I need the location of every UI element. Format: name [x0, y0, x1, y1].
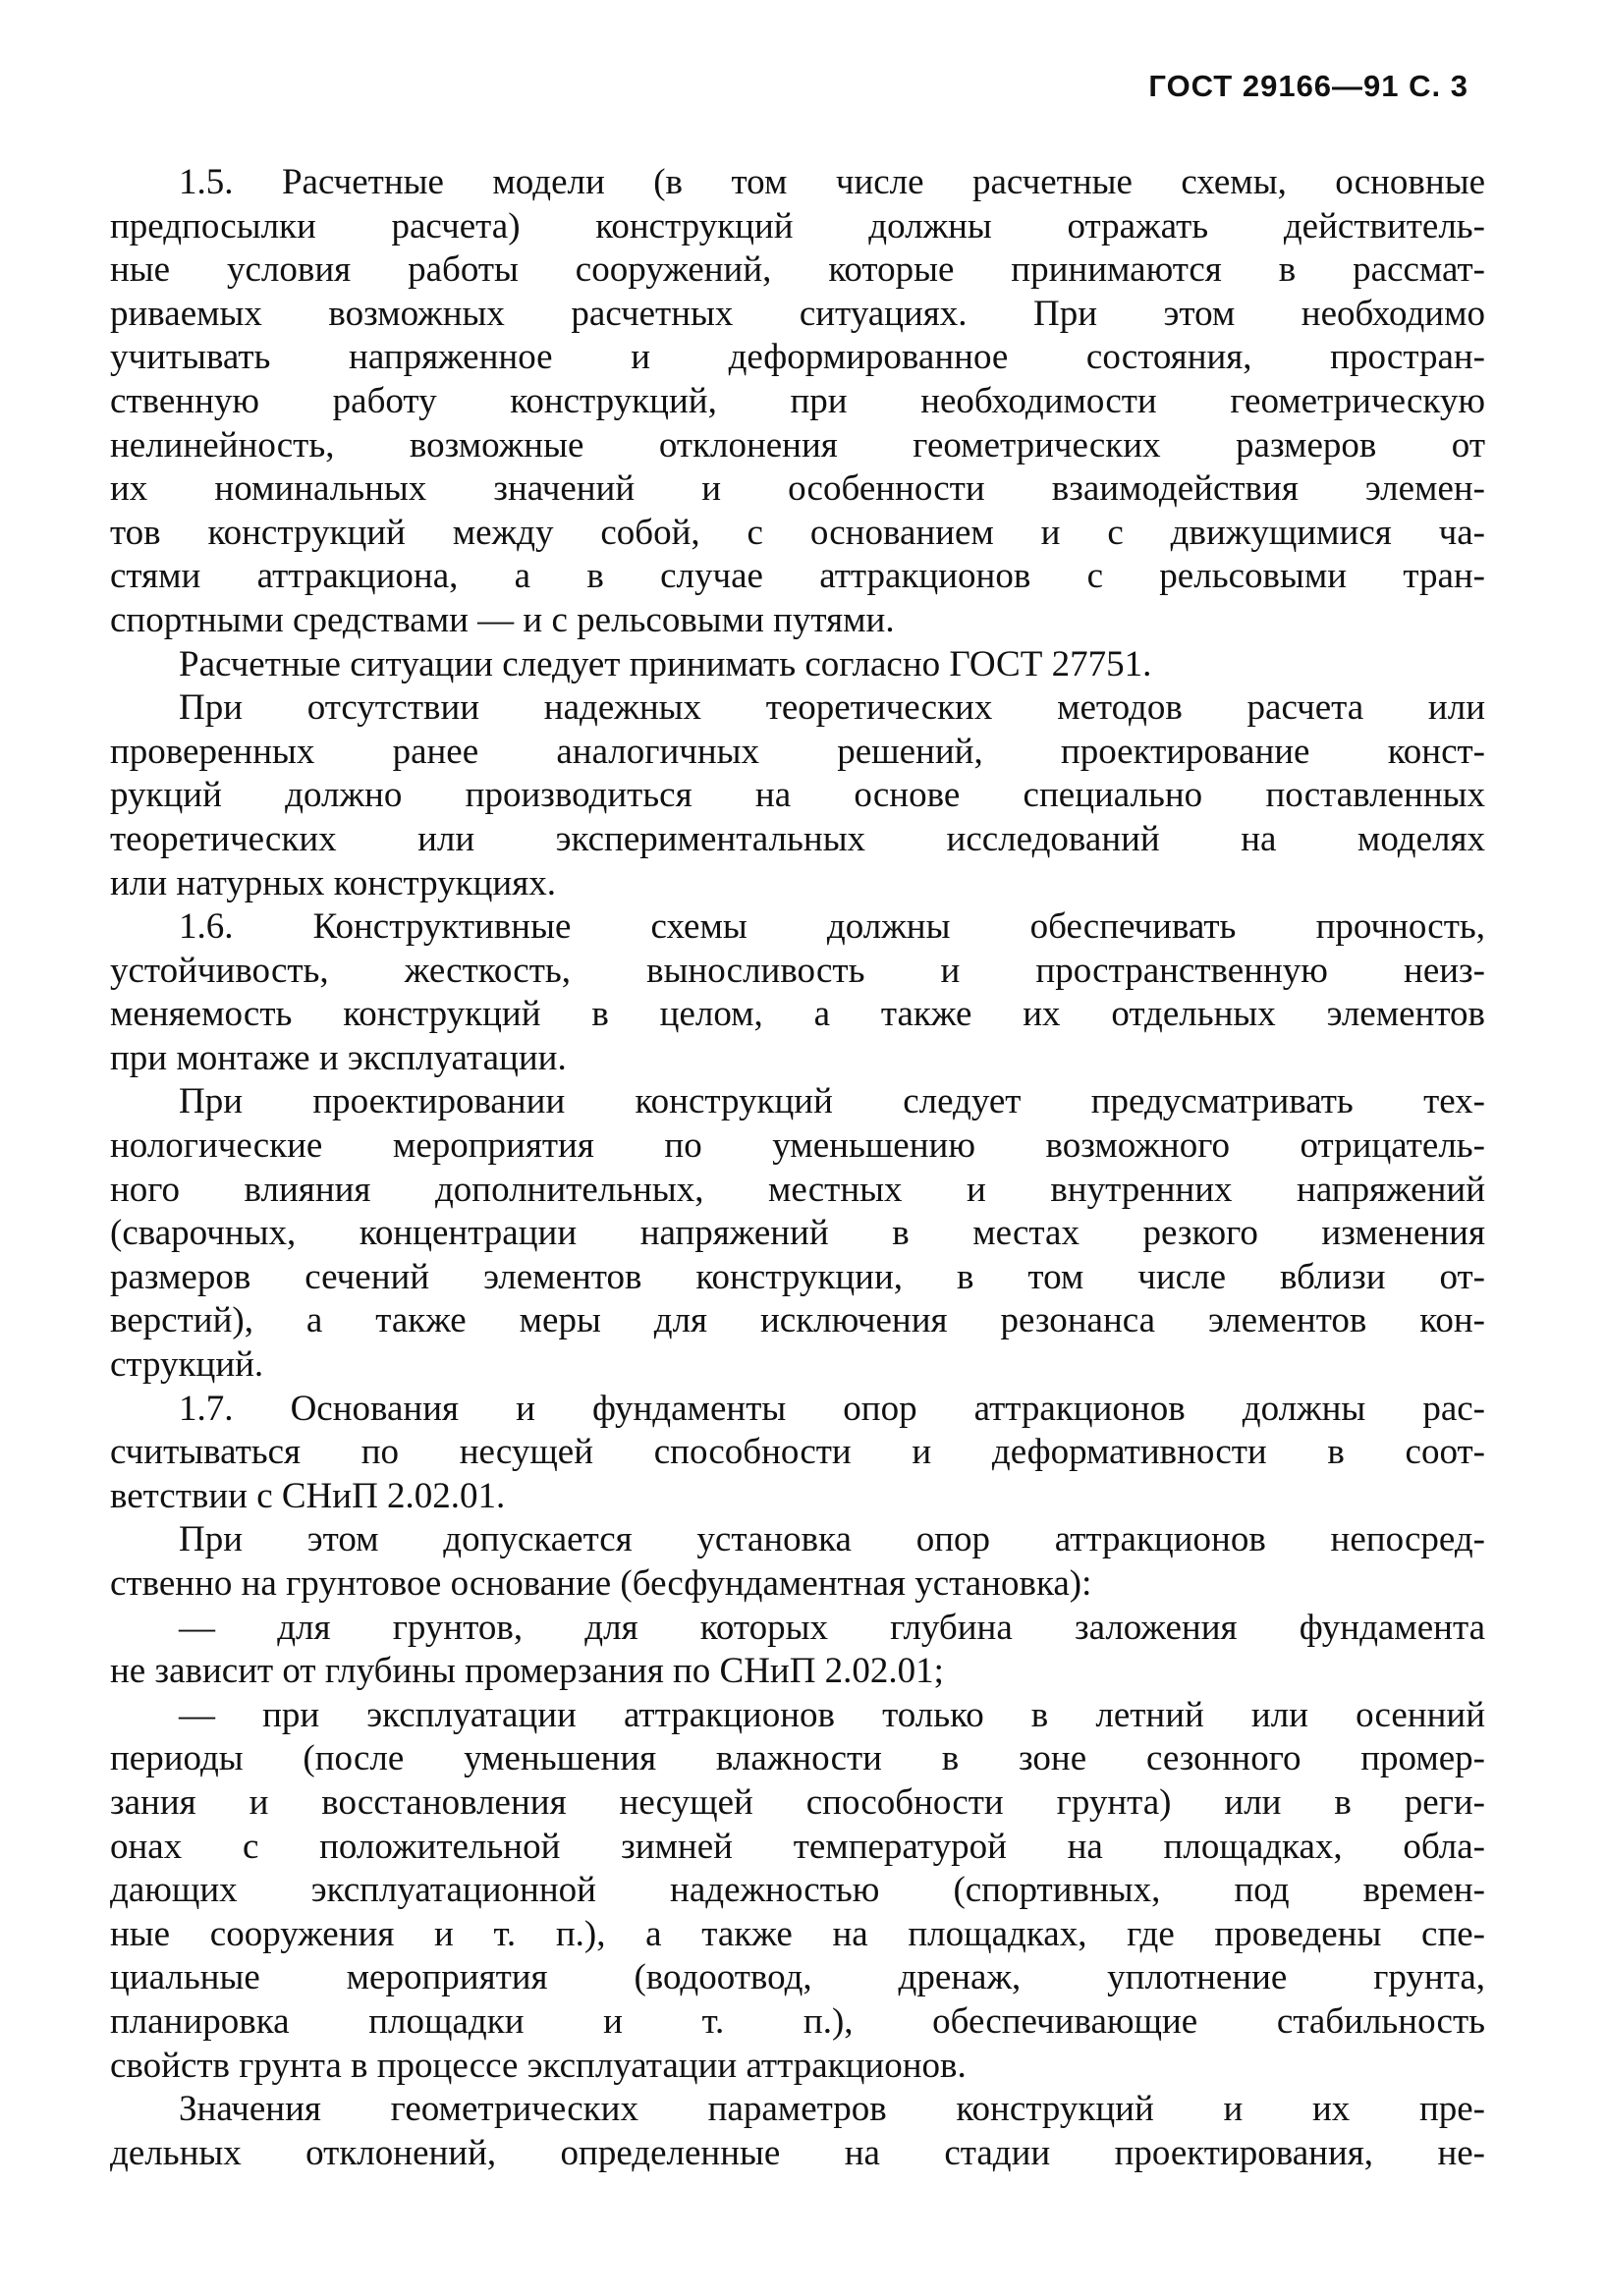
- text-line: ные условия работы сооружений, которые принимаются в рассмат-: [110, 249, 1485, 291]
- text-line: меняемость конструкций в целом, а также их отдельных элементов: [110, 994, 1485, 1035]
- text-line: При отсутствии надежных теоретических методов расчета или: [179, 687, 1485, 729]
- text-line: ственную работу конструкций, при необходимости геометрическую: [110, 380, 1485, 421]
- text-line: Значения геометрических параметров конструкций и их пре-: [179, 2089, 1485, 2130]
- text-line: ного влияния дополнительных, местных и внутренних напряжений: [110, 1169, 1485, 1210]
- text-line: ственно на грунтовое основание (бесфундаментная установка):: [110, 1563, 1092, 1604]
- text-line: 1.5. Расчетные модели (в том числе расчетные схемы, основные: [179, 162, 1485, 202]
- text-line: проверенных ранее аналогичных решений, проектирование конст-: [110, 731, 1485, 772]
- text-line: зания и восстановления несущей способности грунта) или в реги-: [110, 1781, 1485, 1823]
- text-line: ные сооружения и т. п.), а также на площадках, где проведены спе-: [110, 1913, 1485, 1954]
- text-line: При этом допускается установка опор аттракционов непосред-: [179, 1519, 1485, 1560]
- text-line: — при эксплуатации аттракционов только в летний или осенний: [179, 1694, 1485, 1735]
- text-line: или натурных конструкциях.: [110, 862, 556, 903]
- text-line: дающих эксплуатационной надежностью (спортивных, под времен-: [110, 1870, 1485, 1911]
- text-line: предпосылки расчета) конструкций должны отражать действитель-: [110, 205, 1485, 246]
- text-line: циальные мероприятия (водоотвод, дренаж, уплотнение грунта,: [110, 1957, 1485, 1998]
- text-line: их номинальных значений и особенности взаимодействия элемен-: [110, 468, 1485, 510]
- text-line: 1.6. Конструктивные схемы должны обеспечивать прочность,: [179, 906, 1485, 948]
- text-line: стями аттракциона, а в случае аттракционов с рельсовыми тран-: [110, 556, 1485, 597]
- text-line: нологические мероприятия по уменьшению возможного отрицатель-: [110, 1125, 1485, 1167]
- text-line: 1.7. Основания и фундаменты опор аттракционов должны рас-: [179, 1388, 1485, 1429]
- text-line: ветствии с СНиП 2.02.01.: [110, 1475, 506, 1516]
- text-line: при монтаже и эксплуатации.: [110, 1037, 567, 1078]
- running-header: ГОСТ 29166—91 С. 3: [1148, 69, 1468, 103]
- text-line: не зависит от глубины промерзания по СНиП 2.02.01;: [110, 1651, 944, 1692]
- text-line: считываться по несущей способности и деформативности в соот-: [110, 1432, 1485, 1473]
- text-line: периоды (после уменьшения влажности в зоне сезонного промер-: [110, 1738, 1485, 1779]
- text-line: учитывать напряженное и деформированное состояния, простран-: [110, 337, 1485, 378]
- text-line: размеров сечений элементов конструкции, в том числе вблизи от-: [110, 1256, 1485, 1297]
- text-line: устойчивость, жесткость, выносливость и пространственную неиз-: [110, 950, 1485, 991]
- text-line: (сварочных, концентрации напряжений в местах резкого изменения: [110, 1213, 1485, 1254]
- text-line: теоретических или экспериментальных исследований на моделях: [110, 818, 1485, 859]
- text-line: нелинейность, возможные отклонения геометрических размеров от: [110, 424, 1485, 465]
- text-line: При проектировании конструкций следует предусматривать тех-: [179, 1081, 1485, 1122]
- text-line: рукций должно производиться на основе специально поставленных: [110, 775, 1485, 816]
- text-line: тов конструкций между собой, с основанием и с движущимися ча-: [110, 512, 1485, 553]
- text-line: риваемых возможных расчетных ситуациях. При этом необходимо: [110, 293, 1485, 334]
- body-text: [110, 161, 1485, 2175]
- text-line: струкций.: [110, 1344, 264, 1386]
- text-line: — для грунтов, для которых глубина заложения фундамента: [179, 1607, 1485, 1648]
- text-line: Расчетные ситуации следует принимать согласно ГОСТ 27751.: [179, 643, 1152, 684]
- text-line: свойств грунта в процессе эксплуатации аттракционов.: [110, 2045, 967, 2086]
- text-line: планировка площадки и т. п.), обеспечивающие стабильность: [110, 2000, 1485, 2042]
- text-line: верстий), а также меры для исключения резонанса элементов кон-: [110, 1300, 1485, 1341]
- text-line: онах с положительной зимней температурой на площадках, обла-: [110, 1826, 1485, 1867]
- text-line: дельных отклонений, определенные на стадии проектирования, не-: [110, 2132, 1485, 2173]
- text-line: спортными средствами — и с рельсовыми путями.: [110, 599, 895, 640]
